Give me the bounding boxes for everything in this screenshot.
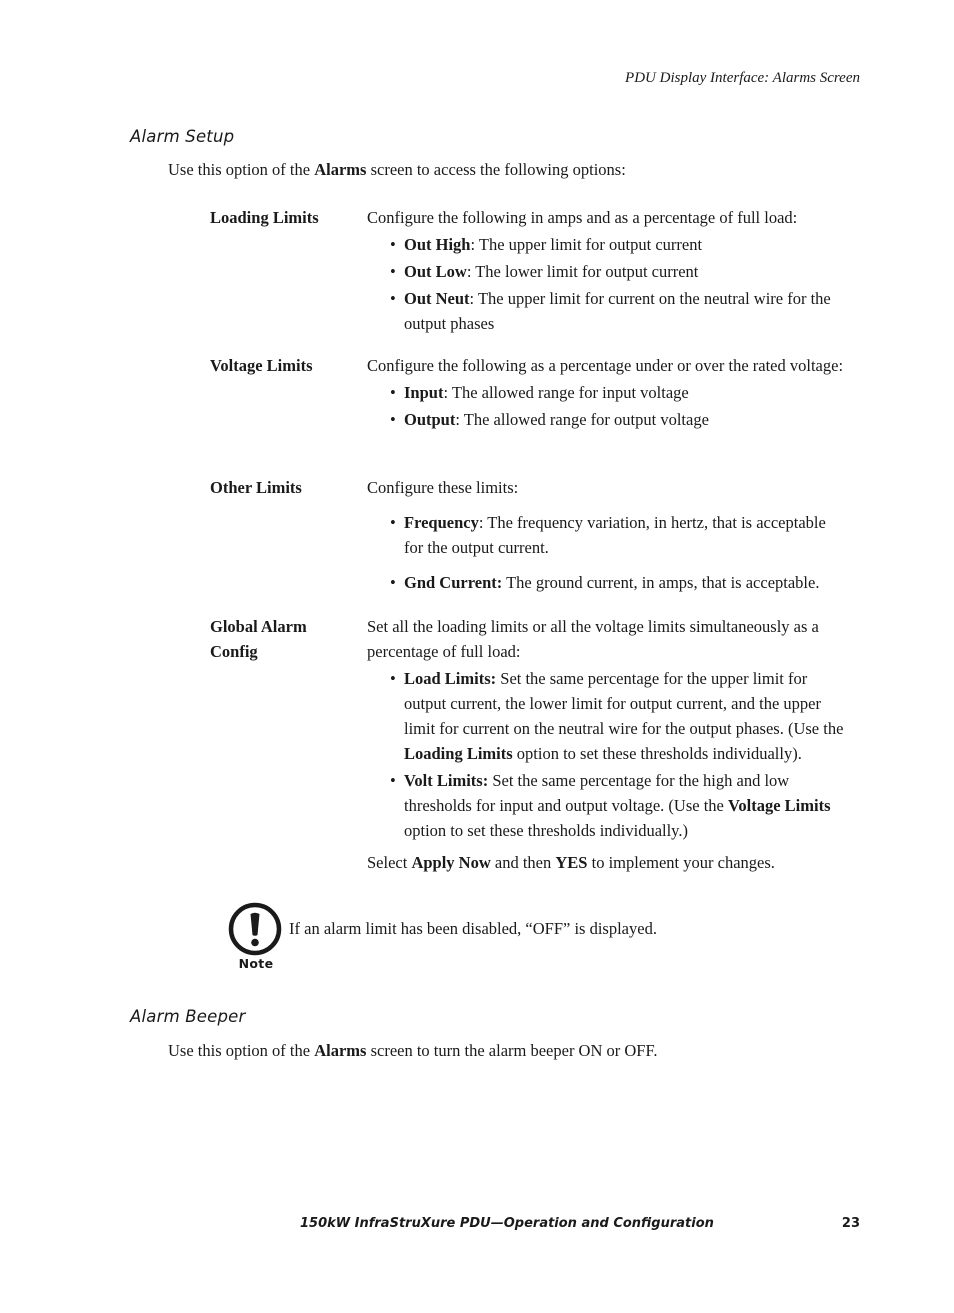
- list-item: • Output: The allowed range for output voltage: [390, 410, 709, 429]
- other-limits-description: Configure these limits: • Frequency: The frequency variation, in hertz, that is acceptable for the output current. • Gnd Current: The ground current, in amps, that is acceptable.: [367, 475, 847, 597]
- list-item: • Out Neut: The upper limit for current on the neutral wire for the output phases: [390, 289, 831, 333]
- global-alarm-config-term: Global Alarm Config: [210, 617, 307, 661]
- running-header: PDU Display Interface: Alarms Screen: [625, 70, 860, 86]
- list-item: • Frequency: The frequency variation, in hertz, that is acceptable for the output current.: [390, 513, 826, 557]
- alarm-beeper-heading: Alarm Beeper: [130, 1007, 246, 1026]
- list-item: • Out High: The upper limit for output current: [390, 235, 703, 254]
- global-alarm-config-description: Set all the loading limits or all the voltage limits simultaneously as a percentage of full load: • Load Limits: Set the same percentage for the upper limit for output current, the lower limit for output current, and the upper limit for current on the neutral wire for the output phases. (Use the Loading Limits option to set these thresholds individually). • Volt Limits: Set the same percentage for the high and low thresholds for input and output voltage. (Use the Voltage Limits option to set these thresholds individually.) Select Apply Now and then YES to implement your changes.: [367, 614, 847, 875]
- list-item: • Gnd Current: The ground current, in amps, that is acceptable.: [390, 573, 820, 592]
- list-item: • Out Low: The lower limit for output current: [390, 262, 699, 281]
- alarm-setup-intro: Use this option of the Alarms screen to access the following options:: [168, 160, 626, 179]
- voltage-limits-term: Voltage Limits: [210, 356, 313, 375]
- page-number: 23: [841, 1216, 860, 1231]
- loading-limits-description: Configure the following in amps and as a percentage of full load: • Out High: The upper limit for output current • Out Low: The lower limit for output current • Out Neut: The upper limit for current on the neutral wire for the output phases: [367, 205, 847, 338]
- apply-instruction: Select Apply Now and then YES to implement your changes.: [367, 853, 775, 872]
- other-limits-term: Other Limits: [210, 478, 302, 497]
- list-item: • Input: The allowed range for input voltage: [390, 383, 689, 402]
- list-item: • Load Limits: Set the same percentage for the upper limit for output current, the lower limit for output current, and the upper limit for current on the neutral wire for the output phases. (Use the Loading Limits option to set these thresholds individually).: [390, 669, 844, 763]
- note-text: If an alarm limit has been disabled, “OFF” is displayed.: [289, 919, 657, 938]
- other-limits-list: [367, 510, 847, 595]
- loading-limits-term: Loading Limits: [210, 208, 319, 227]
- footer-title: 150kW InfraStruXure PDU—Operation and Configuration: [300, 1216, 714, 1231]
- voltage-limits-description: Configure the following as a percentage under or over the rated voltage: • Input: The allowed range for input voltage • Output: The allowed range for output voltage: [367, 353, 847, 434]
- alarm-beeper-text: Use this option of the Alarms screen to turn the alarm beeper ON or OFF.: [168, 1041, 658, 1060]
- note-label: Note: [238, 956, 274, 971]
- voltage-limits-list: [367, 380, 847, 432]
- list-item: • Volt Limits: Set the same percentage for the high and low thresholds for input and output voltage. (Use the Voltage Limits option to set these thresholds individually.): [390, 771, 831, 840]
- global-alarm-config-list: [367, 666, 847, 843]
- alarm-setup-heading: Alarm Setup: [130, 127, 235, 146]
- loading-limits-list: [367, 232, 847, 336]
